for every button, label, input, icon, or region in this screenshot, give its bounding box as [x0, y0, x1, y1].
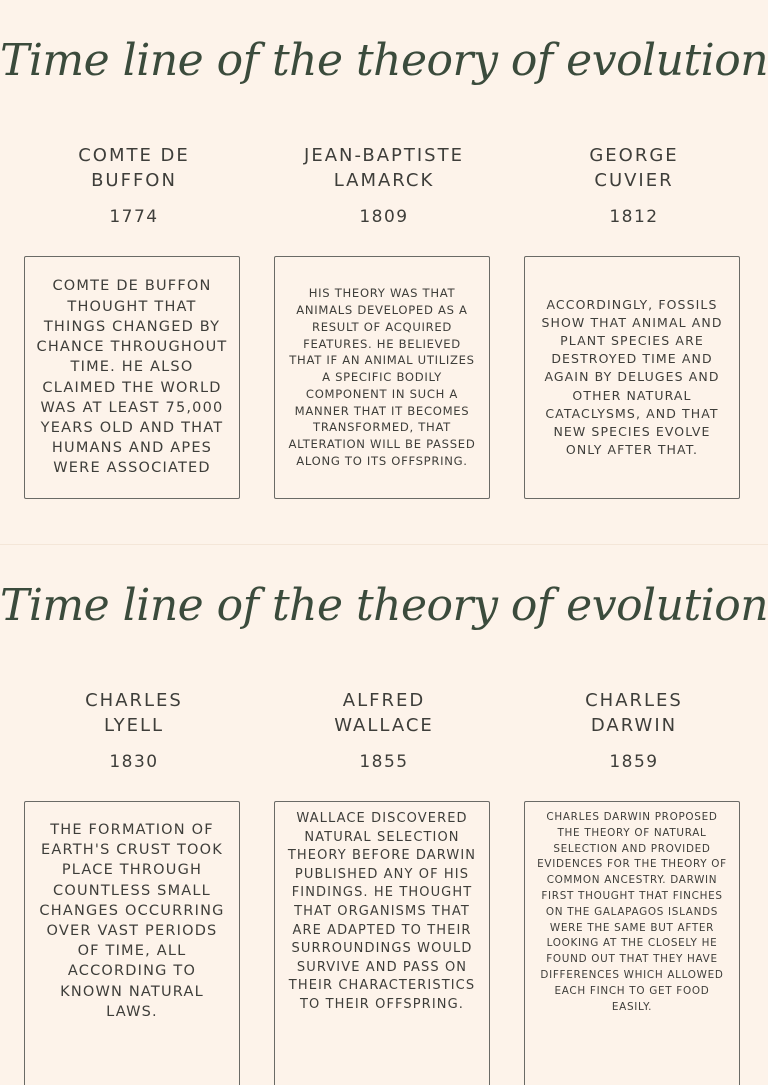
scientist-name-line1: JEAN-BAPTISTE	[304, 145, 464, 166]
page-title: Time line of the theory of evolution	[0, 580, 768, 631]
description-text: WALLACE DISCOVERED NATURAL SELECTION THEORY BEFORE DARWIN PUBLISHED ANY OF HIS FINDINGS. HE THOUGHT THAT ORGANISMS THAT ARE ADAPTED TO THEIR SURROUNDINGS WOULD SURVIVE AND PASS ON THEIR CHARACTERISTICS TO THEIR OFFSPRING.	[287, 811, 477, 1012]
scientist-name-line2: LYELL	[103, 715, 165, 736]
scientist-year: 1859	[609, 752, 659, 772]
scientist-name-line1: COMTE DE	[78, 145, 190, 166]
description-box	[24, 801, 240, 1085]
description-text: CHARLES DARWIN PROPOSED THE THEORY OF NATURAL SELECTION AND PROVIDED EVIDENCES FOR THE THEORY OF COMMON ANCESTRY. DARWIN FIRST THOUGHT THAT FINCHES ON THE GALAPAGOS ISLANDS WERE THE SAME BUT AFTER LOOKING AT THE CLOSELY HE FOUND OUT THAT THEY HAVE DIFFERENCES WHICH ALLOWED EACH FINCH TO GET FOOD EASILY.	[537, 811, 727, 1013]
scientist-name-line1: CHARLES	[585, 690, 683, 711]
description-box	[24, 256, 240, 499]
description-box	[524, 256, 740, 499]
page-title: Time line of the theory of evolution	[0, 35, 768, 86]
scientist-name-line1: ALFRED	[342, 690, 426, 711]
timeline-page-2	[0, 544, 768, 1085]
scientist-name	[524, 688, 744, 738]
description-box	[274, 801, 490, 1085]
scientist-year: 1830	[109, 752, 159, 772]
description-box	[274, 256, 490, 499]
scientist-year: 1812	[609, 207, 659, 227]
scientist-year: 1809	[359, 207, 409, 227]
scientist-name-line2: DARWIN	[590, 715, 678, 736]
scientist-name	[24, 143, 244, 193]
description-text: THE FORMATION OF EARTH'S CRUST TOOK PLACE THROUGH COUNTLESS SMALL CHANGES OCCURRING OVER VAST PERIODS OF TIME, ALL ACCORDING TO KNOWN NATURAL LAWS.	[39, 822, 225, 1020]
description-text: HIS THEORY WAS THAT ANIMALS DEVELOPED AS A RESULT OF ACQUIRED FEATURES. HE BELIEVED THAT IF AN ANIMAL UTILIZES A SPECIFIC BODILY COMPONENT IN SUCH A MANNER THAT IT BECOMES TRANSFORMED, THAT ALTERATION WILL BE PASSED ALONG TO ITS OFFSPRING.	[288, 286, 476, 469]
scientist-name	[274, 143, 494, 193]
scientist-year: 1855	[359, 752, 409, 772]
scientist-year: 1774	[109, 207, 159, 227]
scientist-name-line2: BUFFON	[91, 170, 177, 191]
scientist-name-line2: LAMARCK	[333, 170, 435, 191]
scientist-name-line2: CUVIER	[594, 170, 674, 191]
scientist-name	[524, 143, 744, 193]
scientist-name	[274, 688, 494, 738]
scientist-name-line1: CHARLES	[85, 690, 183, 711]
scientist-name-line1: GEORGE	[589, 145, 679, 166]
description-text: ACCORDINGLY, FOSSILS SHOW THAT ANIMAL AND PLANT SPECIES ARE DESTROYED TIME AND AGAIN BY DELUGES AND OTHER NATURAL CATACLYSMS, AND THAT NEW SPECIES EVOLVE ONLY AFTER THAT.	[541, 296, 723, 458]
scientist-name-line2: WALLACE	[334, 715, 434, 736]
timeline-page-1	[0, 0, 768, 540]
scientist-name	[24, 688, 244, 738]
description-text: COMTE DE BUFFON THOUGHT THAT THINGS CHANGED BY CHANCE THROUGHOUT TIME. HE ALSO CLAIMED THE WORLD WAS AT LEAST 75,000 YEARS OLD AND THAT HUMANS AND APES WERE ASSOCIATED	[36, 278, 228, 477]
description-box	[524, 801, 740, 1085]
